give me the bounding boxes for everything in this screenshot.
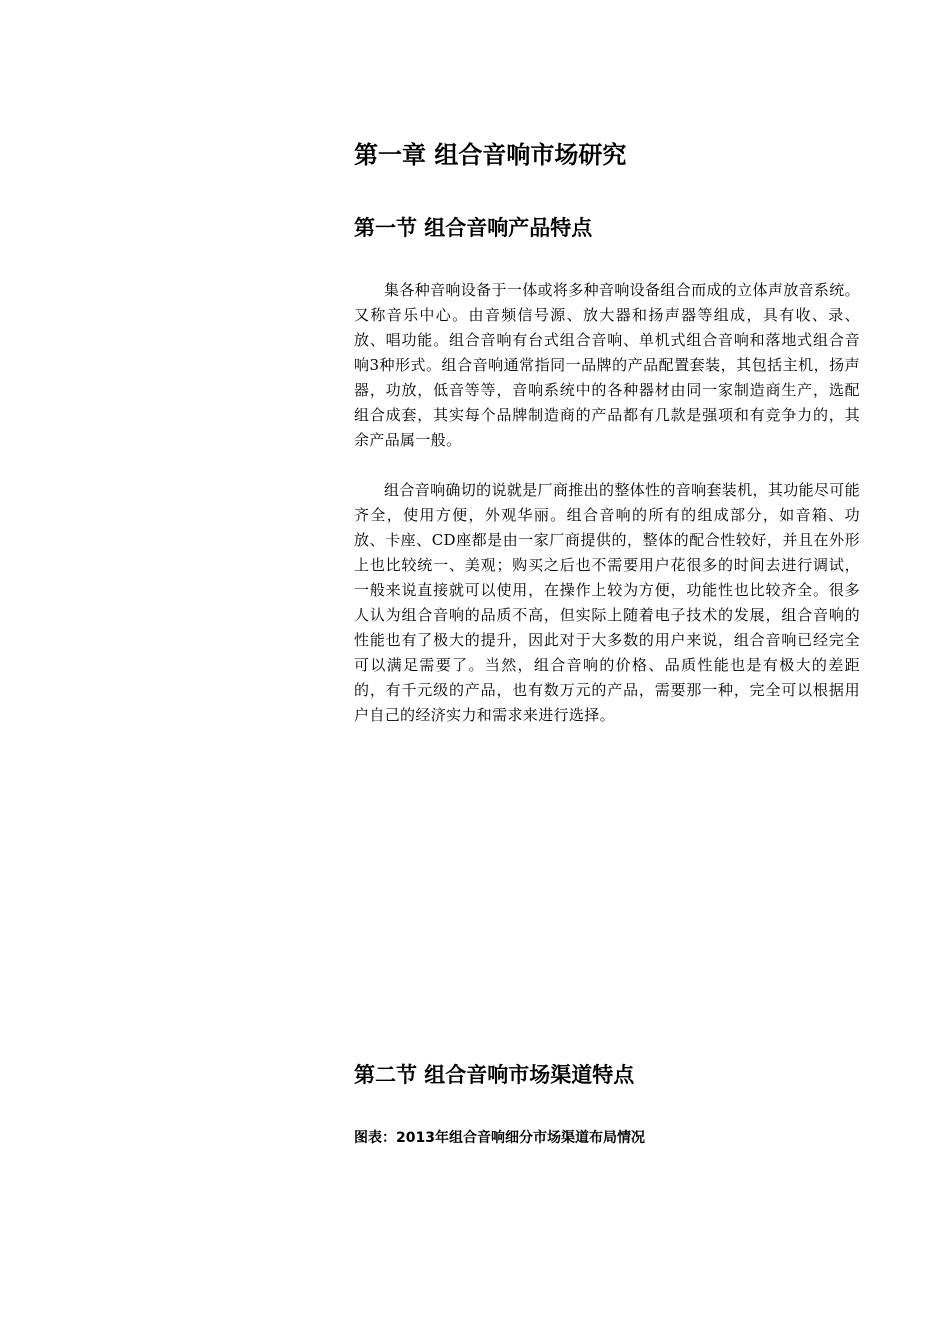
figure-caption: 图表：2013年组合音响细分市场渠道布局情况 [354, 1130, 645, 1146]
paragraph-product-definition: 集各种音响设备于一体或将多种音响设备组合而成的立体声放音系统。又称音乐中心。由音频信号源、放大器和扬声器等组成，具有收、录、放、唱功能。组合音响有台式组合音响、单机式组合音响和落地式组合音响3种形式。组合音响通常指同一品牌的产品配置套装，其包括主机，扬声器，功放，低音等等，音响系统中的各种器材由同一家制造商生产，选配组合成套，其实每个品牌制造商的产品都有几款是强项和有竞争力的，其余产品属一般。 [354, 281, 860, 449]
chapter-title: 第一章 组合音响市场研究 [354, 141, 627, 169]
section-title-market-channels: 第二节 组合音响市场渠道特点 [354, 1063, 635, 1087]
section-title-product-features: 第一节 组合音响产品特点 [354, 216, 593, 240]
paragraph-product-description: 组合音响确切的说就是厂商推出的整体性的音响套装机，其功能尽可能齐全，使用方便，外观华丽。组合音响的所有的组成部分，如音箱、功放、卡座、CD座都是由一家厂商提供的，整体的配合性较好，并且在外形上也比较统一、美观；购买之后也不需要用户花很多的时间去进行调试，一般来说直接就可以使用，在操作上较为方便，功能性也比较齐全。很多人认为组合音响的品质不高，但实际上随着电子技术的发展，组合音响的性能也有了极大的提升，因此对于大多数的用户来说，组合音响已经完全可以满足需要了。当然，组合音响的价格、品质性能也是有极大的差距的，有千元级的产品，也有数万元的产品，需要那一种，完全可以根据用户自己的经济实力和需求来进行选择。 [354, 481, 860, 724]
